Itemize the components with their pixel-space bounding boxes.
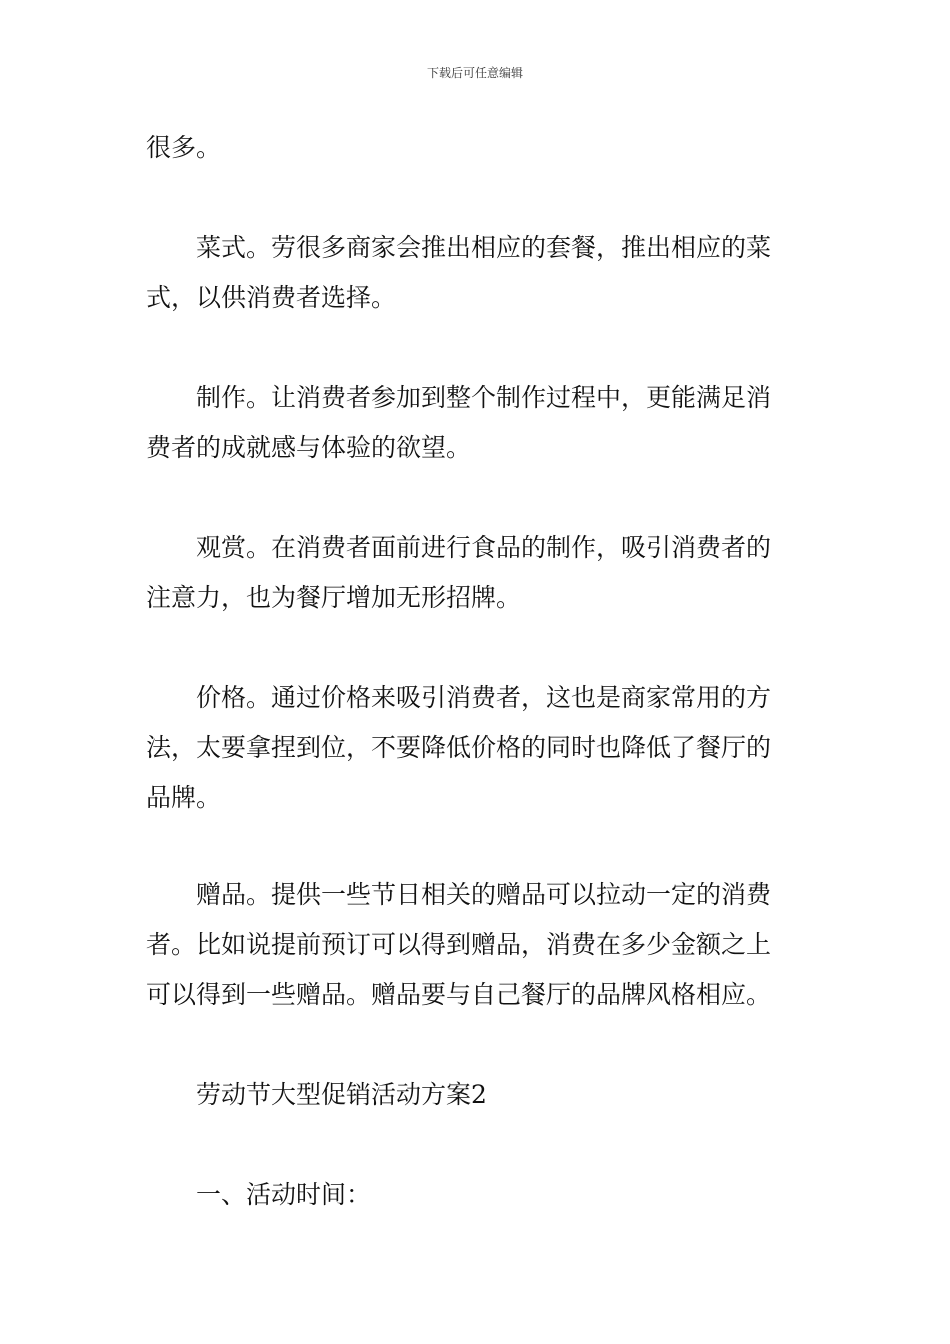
- section-heading: [146, 1170, 808, 1220]
- text-line: 注意力，也为餐厅增加无形招牌。: [146, 583, 522, 612]
- text-line: 可以得到一些赠品。赠品要与自己餐厅的品牌风格相应。: [146, 980, 772, 1009]
- section-heading: [146, 1070, 808, 1120]
- text-line: 式，以供消费者选择。: [146, 283, 397, 312]
- text-line: 很多。: [146, 133, 222, 162]
- text-line: 菜式。劳很多商家会推出相应的套餐，推出相应的菜: [196, 233, 772, 262]
- text-line: 一、活动时间：: [196, 1180, 372, 1209]
- text-line: 价格。通过价格来吸引消费者，这也是商家常用的方: [196, 683, 772, 712]
- text-line: 劳动节大型促销活动方案2: [196, 1080, 487, 1109]
- page-header: 下载后可任意编辑: [426, 66, 523, 80]
- text-line: 观赏。在消费者面前进行食品的制作，吸引消费者的: [196, 533, 772, 562]
- text-line: 品牌。: [146, 783, 222, 812]
- text-line: 法，太要拿捏到位，不要降低价格的同时也降低了餐厅的: [146, 733, 772, 762]
- paragraph: [146, 870, 808, 1020]
- paragraph: [146, 223, 808, 323]
- text-line: 者。比如说提前预订可以得到赠品，消费在多少金额之上: [146, 930, 772, 959]
- paragraph: [146, 123, 808, 173]
- paragraph: [146, 523, 808, 623]
- paragraph: [146, 673, 808, 823]
- text-line: 费者的成就感与体验的欲望。: [146, 433, 472, 462]
- text-line: 赠品。提供一些节日相关的赠品可以拉动一定的消费: [196, 880, 772, 909]
- text-line: 制作。让消费者参加到整个制作过程中，更能满足消: [196, 383, 772, 412]
- paragraph: [146, 373, 808, 473]
